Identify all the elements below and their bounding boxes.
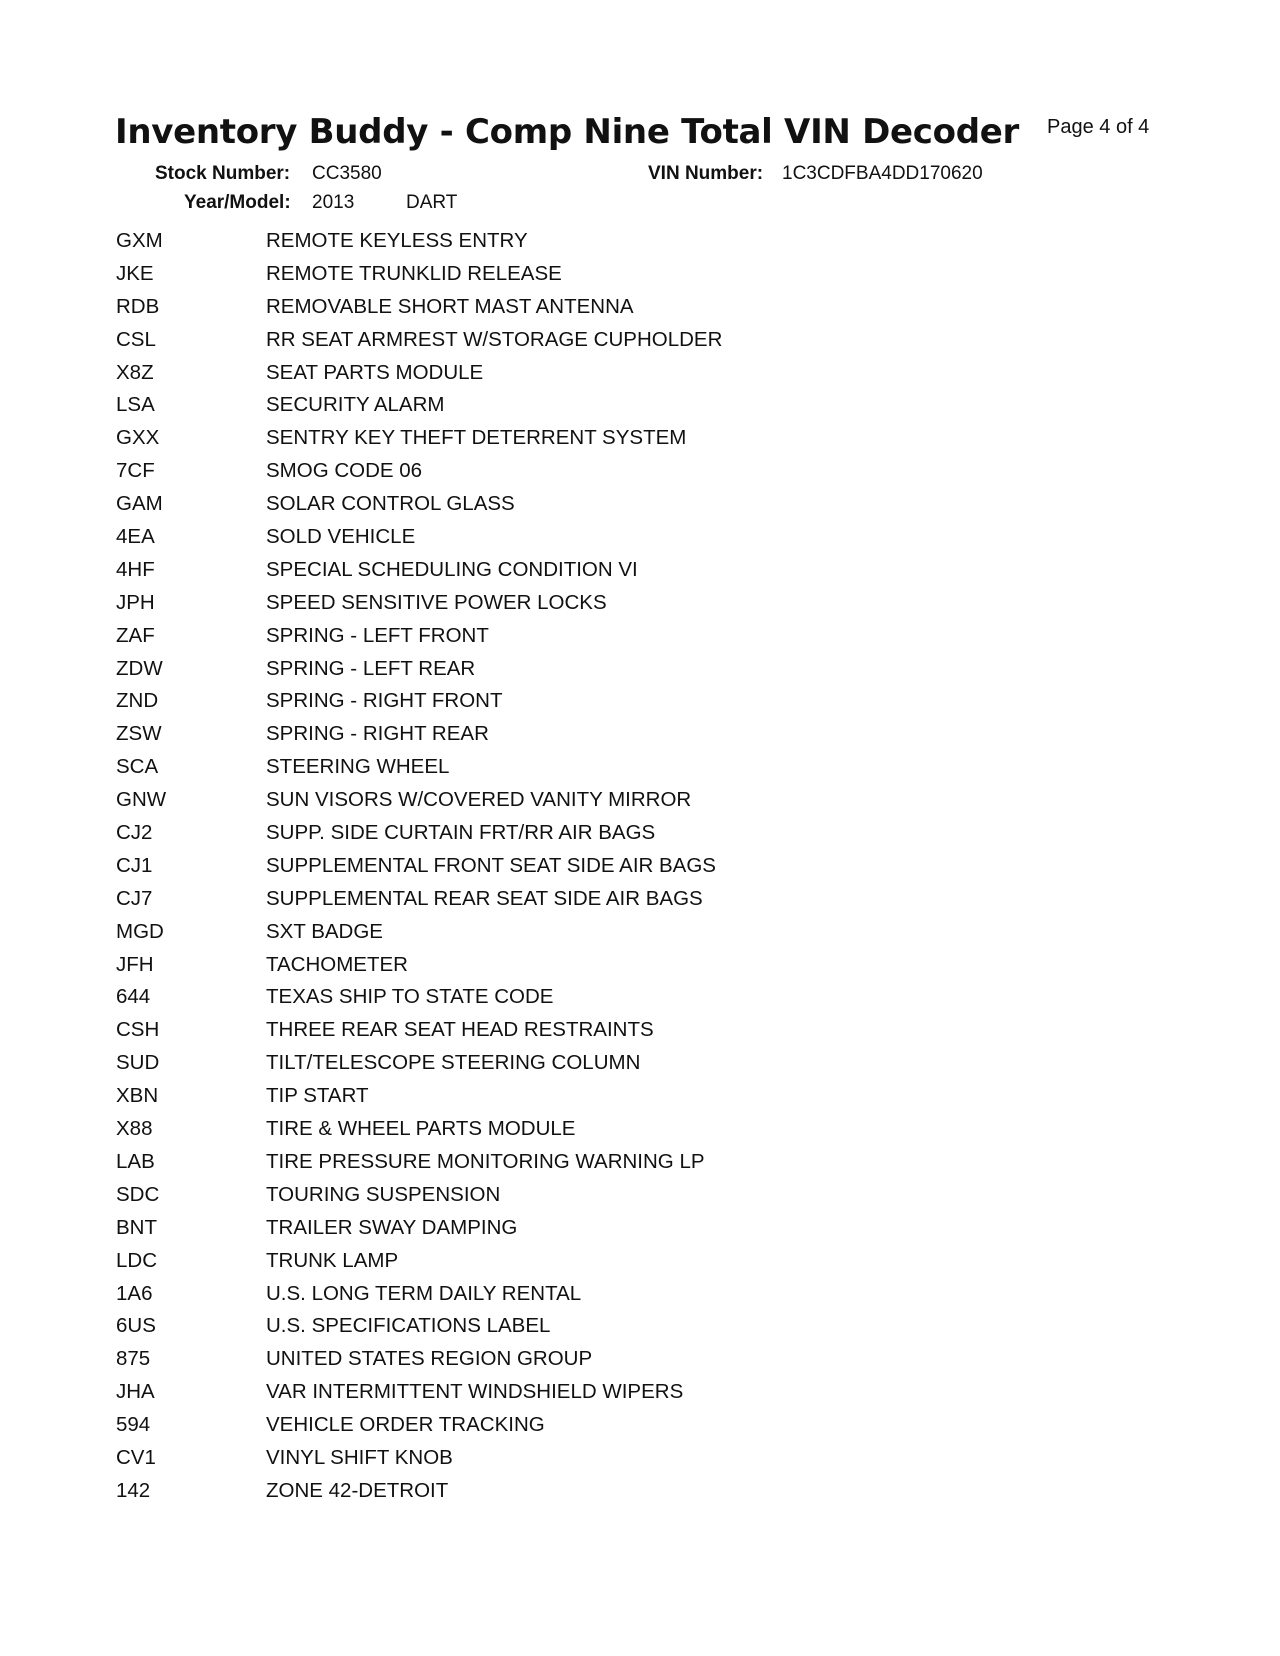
list-item (116, 722, 1116, 755)
option-code: GXX (116, 426, 160, 450)
option-description: SECURITY ALARM (266, 393, 445, 417)
option-description: SUPP. SIDE CURTAIN FRT/RR AIR BAGS (266, 821, 656, 845)
list-item (116, 1249, 1116, 1282)
option-code: CJ7 (116, 886, 153, 910)
option-description: TIRE & WHEEL PARTS MODULE (266, 1117, 576, 1141)
option-code: XBN (116, 1084, 159, 1108)
list-item (116, 1216, 1116, 1249)
option-description: SOLAR CONTROL GLASS (266, 492, 515, 516)
option-description: RR SEAT ARMREST W/STORAGE CUPHOLDER (266, 327, 723, 351)
list-item (116, 1282, 1116, 1315)
option-code: 1A6 (116, 1281, 153, 1305)
option-description: TACHOMETER (266, 952, 408, 976)
list-item (116, 1018, 1116, 1051)
option-code: SUD (116, 1051, 160, 1075)
list-item (116, 854, 1116, 887)
option-code: CSH (116, 1018, 160, 1042)
option-code: JFH (116, 952, 154, 976)
vin-number-label: VIN Number: (648, 163, 764, 184)
option-code: 644 (116, 985, 151, 1009)
list-item (116, 1150, 1116, 1183)
option-code: JPH (116, 590, 155, 614)
list-item (116, 1380, 1116, 1413)
option-code: 4EA (116, 525, 155, 549)
option-code: CJ2 (116, 821, 153, 845)
option-description: VAR INTERMITTENT WINDSHIELD WIPERS (266, 1380, 684, 1404)
option-description: SUN VISORS W/COVERED VANITY MIRROR (266, 788, 692, 812)
list-item (116, 657, 1116, 690)
option-description: SMOG CODE 06 (266, 459, 423, 483)
page-title: Inventory Buddy - Comp Nine Total VIN Decoder (115, 112, 1019, 152)
option-description: STEERING WHEEL (266, 755, 450, 779)
option-code: RDB (116, 294, 160, 318)
option-description: SPRING - LEFT FRONT (266, 623, 489, 647)
option-description: SPECIAL SCHEDULING CONDITION VI (266, 557, 638, 581)
list-item (116, 624, 1116, 657)
option-code: LDC (116, 1248, 158, 1272)
option-description: SUPPLEMENTAL FRONT SEAT SIDE AIR BAGS (266, 853, 716, 877)
list-item (116, 262, 1116, 295)
list-item (116, 985, 1116, 1018)
option-code: 594 (116, 1413, 151, 1437)
option-code: ZDW (116, 656, 163, 680)
list-item (116, 1347, 1116, 1380)
list-item (116, 821, 1116, 854)
option-code: ZSW (116, 722, 162, 746)
option-code: GXM (116, 229, 163, 252)
year-value: 2013 (312, 192, 355, 213)
list-item (116, 328, 1116, 361)
option-description: TOURING SUSPENSION (266, 1182, 501, 1206)
option-description: UNITED STATES REGION GROUP (266, 1347, 593, 1371)
option-code: CV1 (116, 1445, 156, 1469)
option-code: LAB (116, 1149, 155, 1173)
option-code: BNT (116, 1215, 157, 1239)
option-code: JKE (116, 261, 154, 285)
list-item (116, 689, 1116, 722)
option-description: TRUNK LAMP (266, 1248, 399, 1272)
list-item (116, 1446, 1116, 1479)
option-code: SDC (116, 1182, 160, 1206)
list-item (116, 920, 1116, 953)
option-description: SOLD VEHICLE (266, 525, 416, 549)
stock-number-label: Stock Number: (155, 163, 291, 184)
stock-number-value: CC3580 (312, 163, 382, 184)
option-description: TEXAS SHIP TO STATE CODE (266, 985, 554, 1009)
option-description: TIRE PRESSURE MONITORING WARNING LP (266, 1149, 705, 1173)
option-description: REMOVABLE SHORT MAST ANTENNA (266, 294, 634, 318)
option-code: 875 (116, 1347, 151, 1371)
list-item (116, 525, 1116, 558)
list-item (116, 295, 1116, 328)
list-item (116, 459, 1116, 492)
option-description: ZONE 42-DETROIT (266, 1478, 449, 1502)
list-item (116, 887, 1116, 920)
year-model-label: Year/Model: (184, 192, 291, 213)
option-description: THREE REAR SEAT HEAD RESTRAINTS (266, 1018, 654, 1042)
option-code: GNW (116, 788, 167, 812)
option-description: SEAT PARTS MODULE (266, 360, 484, 384)
option-code: JHA (116, 1380, 155, 1404)
option-description: TRAILER SWAY DAMPING (266, 1215, 518, 1239)
model-value: DART (406, 192, 458, 213)
option-code: 4HF (116, 557, 155, 581)
option-code: X8Z (116, 360, 154, 384)
option-description: U.S. LONG TERM DAILY RENTAL (266, 1281, 582, 1305)
list-item (116, 1413, 1116, 1446)
list-item (116, 558, 1116, 591)
option-code: ZAF (116, 623, 155, 647)
vin-number-value: 1C3CDFBA4DD170620 (782, 163, 983, 184)
list-item (116, 426, 1116, 459)
list-item (116, 953, 1116, 986)
list-item (116, 1051, 1116, 1084)
option-code: CJ1 (116, 853, 153, 877)
list-item (116, 1479, 1116, 1512)
option-code: 142 (116, 1478, 151, 1502)
option-description: SXT BADGE (266, 919, 383, 943)
list-item (116, 361, 1116, 394)
option-description: VEHICLE ORDER TRACKING (266, 1413, 545, 1437)
option-description: REMOTE KEYLESS ENTRY (266, 229, 528, 252)
option-code: MGD (116, 919, 164, 943)
option-code-list (116, 229, 1116, 1512)
option-description: SPEED SENSITIVE POWER LOCKS (266, 590, 607, 614)
list-item (116, 229, 1116, 262)
option-description: VINYL SHIFT KNOB (266, 1445, 453, 1469)
option-code: ZND (116, 689, 159, 713)
list-item (116, 492, 1116, 525)
list-item (116, 755, 1116, 788)
page-number: Page 4 of 4 (1047, 116, 1150, 138)
option-description: TILT/TELESCOPE STEERING COLUMN (266, 1051, 641, 1075)
option-code: 7CF (116, 459, 155, 483)
option-description: REMOTE TRUNKLID RELEASE (266, 261, 562, 285)
option-description: SPRING - RIGHT FRONT (266, 689, 503, 713)
option-description: SPRING - LEFT REAR (266, 656, 476, 680)
option-code: CSL (116, 327, 156, 351)
list-item (116, 1314, 1116, 1347)
option-code: X88 (116, 1117, 153, 1141)
list-item (116, 1183, 1116, 1216)
list-item (116, 1084, 1116, 1117)
option-code: GAM (116, 492, 163, 516)
list-item (116, 393, 1116, 426)
option-code: LSA (116, 393, 155, 417)
list-item (116, 591, 1116, 624)
option-code: SCA (116, 755, 159, 779)
option-code: 6US (116, 1314, 156, 1338)
option-description: TIP START (266, 1084, 369, 1108)
option-description: SUPPLEMENTAL REAR SEAT SIDE AIR BAGS (266, 886, 703, 910)
option-description: U.S. SPECIFICATIONS LABEL (266, 1314, 551, 1338)
list-item (116, 788, 1116, 821)
option-description: SPRING - RIGHT REAR (266, 722, 489, 746)
option-description: SENTRY KEY THEFT DETERRENT SYSTEM (266, 426, 687, 450)
list-item (116, 1117, 1116, 1150)
